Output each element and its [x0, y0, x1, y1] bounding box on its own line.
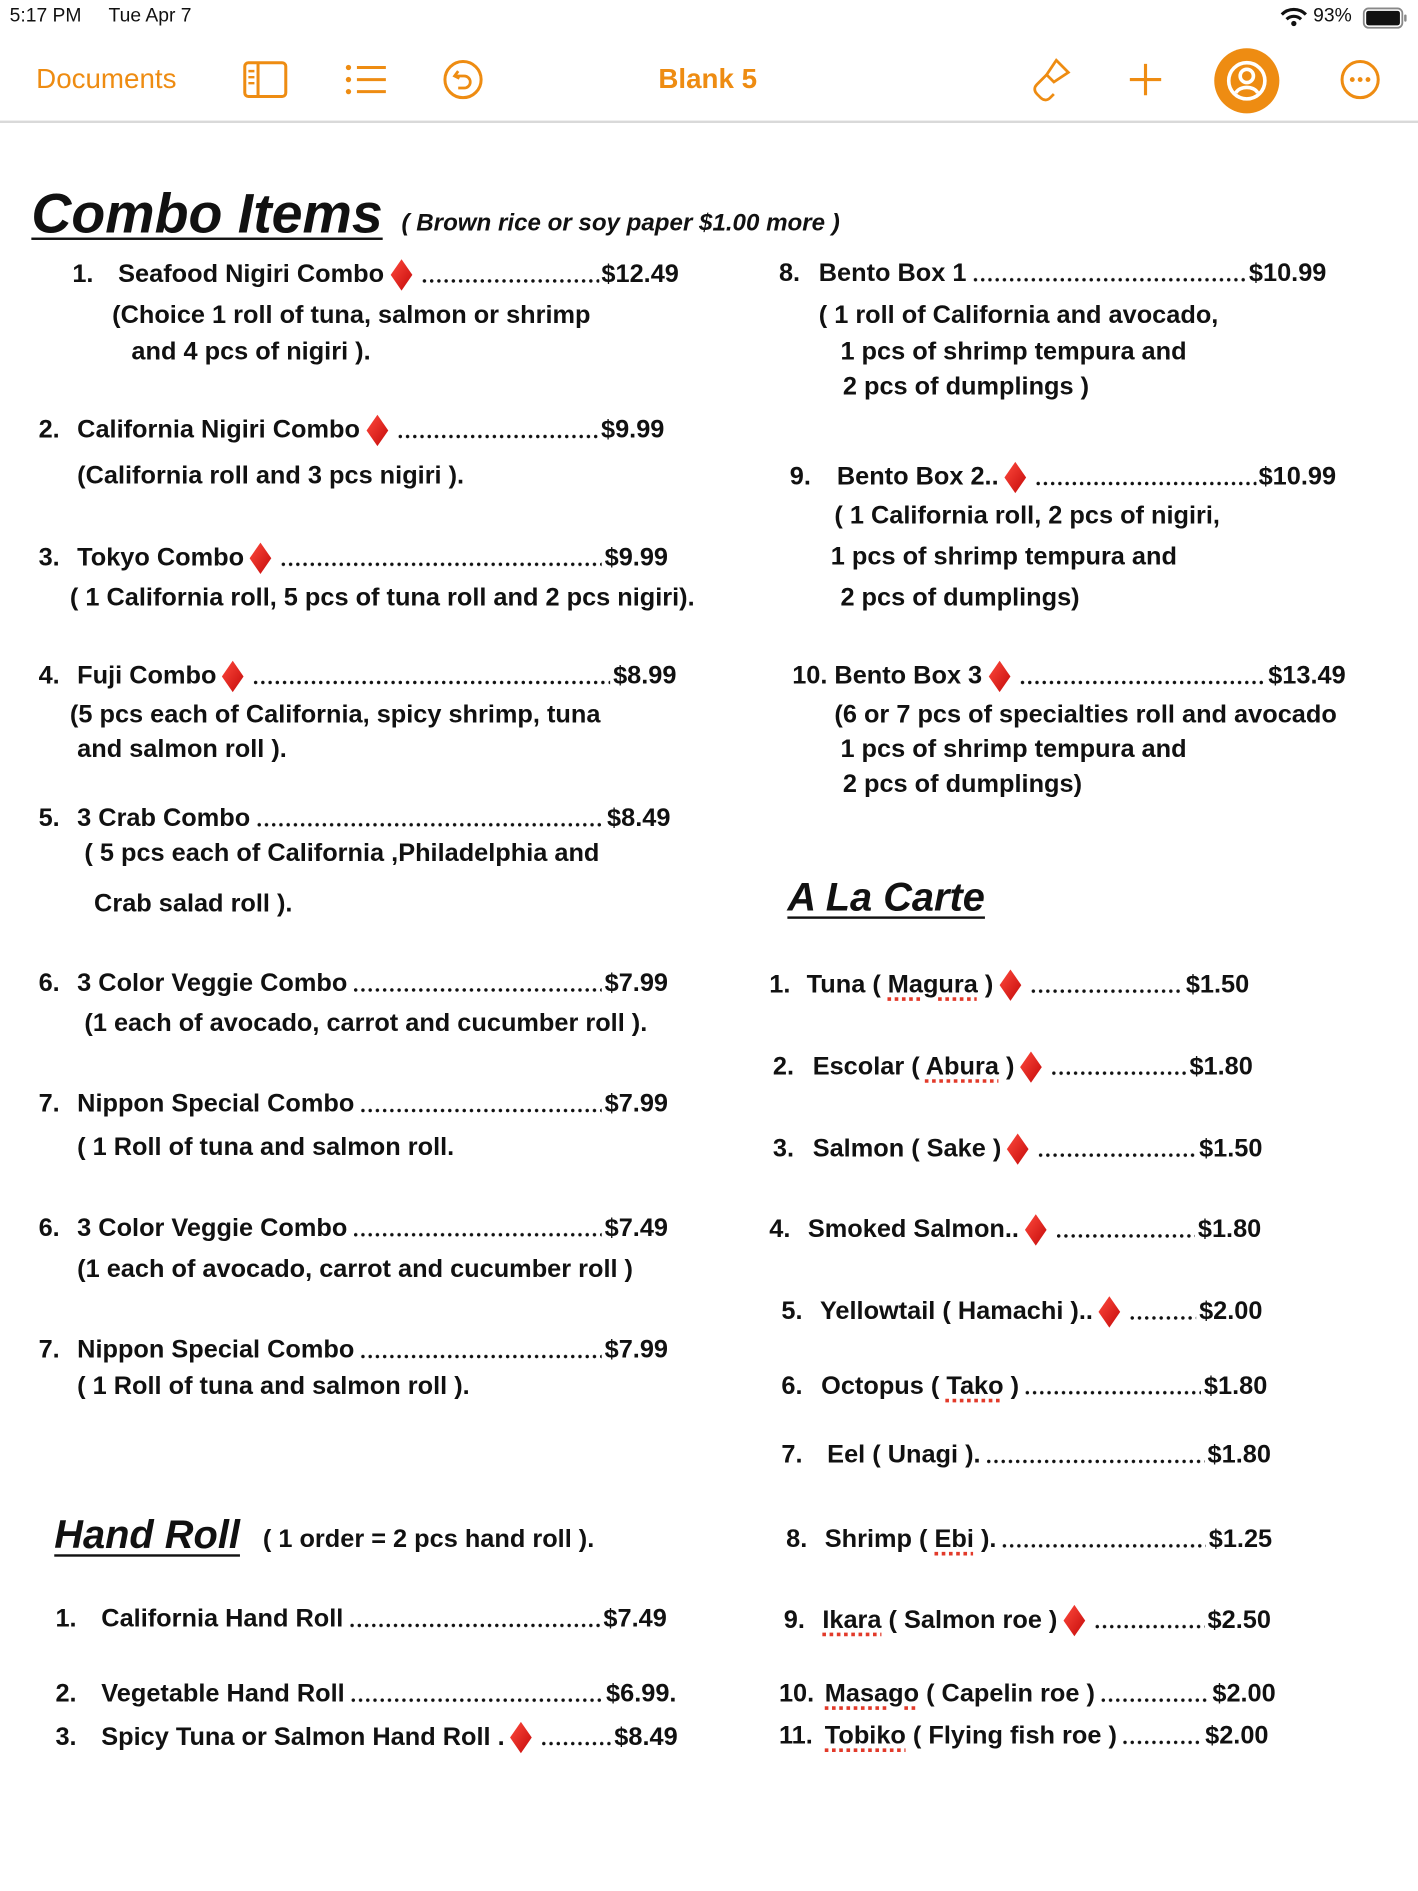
red-diamond-icon — [1062, 1604, 1086, 1638]
combo-item — [39, 803, 671, 834]
item-name: Nippon Special Combo — [77, 1336, 355, 1364]
item-name: Spicy Tuna or Salmon Hand Roll . — [101, 1723, 505, 1751]
combo-item-description: ( 1 Roll of tuna and salmon roll ). — [77, 1372, 470, 1400]
item-number: 7. — [38, 1336, 60, 1364]
combo-item-description: ( 1 roll of California and avocado, — [818, 301, 1219, 330]
dot-leader — [1035, 481, 1256, 486]
item-price: $1.80 — [1189, 1052, 1253, 1081]
documents-button[interactable]: Documents — [36, 62, 177, 95]
red-diamond-icon — [389, 258, 413, 292]
item-number: 10. — [778, 1679, 815, 1708]
item-name: Octopus ( Tako ) — [821, 1372, 1020, 1400]
a-la-carte-item — [786, 1524, 1272, 1555]
dot-leader — [1129, 1316, 1197, 1321]
item-price: $8.49 — [614, 1723, 678, 1751]
combo-item — [790, 461, 1336, 495]
item-number: 10. — [792, 661, 828, 690]
a-la-carte-item — [773, 1050, 1253, 1084]
dot-leader — [1100, 1698, 1210, 1703]
item-price: $8.99 — [613, 661, 677, 690]
status-date: Tue Apr 7 — [108, 6, 192, 27]
item-name: Bento Box 1 — [818, 259, 967, 287]
combo-item — [39, 414, 665, 448]
red-diamond-icon — [221, 660, 245, 694]
collaborate-icon[interactable] — [1213, 47, 1281, 115]
dot-leader — [1094, 1624, 1206, 1629]
hand-roll-item — [55, 1678, 676, 1709]
red-diamond-icon — [365, 414, 389, 448]
item-number: 7. — [781, 1440, 803, 1469]
item-price: $7.99 — [604, 1336, 669, 1364]
spellcheck-flagged-word[interactable]: Masago — [824, 1679, 920, 1708]
item-name: Bento Box 2.. — [836, 463, 999, 491]
combo-item-description: (5 pcs each of California, spicy shrimp, tuna — [69, 700, 601, 729]
red-diamond-icon — [998, 968, 1022, 1002]
item-number: 9. — [783, 1606, 805, 1634]
a-la-carte-item — [769, 968, 1249, 1002]
item-name: Tokyo Combo — [77, 543, 245, 572]
combo-item-description: (Choice 1 roll of tuna, salmon or shrimp — [112, 301, 591, 330]
red-diamond-icon — [1019, 1050, 1043, 1084]
combo-item-description: ( 5 pcs each of California ,Philadelphia and — [84, 839, 600, 867]
item-number: 3. — [55, 1723, 77, 1751]
item-price: $8.49 — [607, 804, 671, 833]
combo-item-description: ( 1 Roll of tuna and salmon roll. — [77, 1133, 455, 1162]
item-name: Vegetable Hand Roll — [101, 1679, 345, 1708]
item-price: $10.99 — [1248, 259, 1327, 287]
combo-item — [39, 660, 677, 694]
item-name: 3 Color Veggie Combo — [77, 1214, 348, 1242]
item-name: Escolar ( Abura ) — [812, 1052, 1015, 1081]
hand-roll-item — [55, 1721, 677, 1755]
item-price: $2.00 — [1205, 1721, 1269, 1750]
a-la-carte-item — [773, 1132, 1263, 1166]
item-number: 6. — [38, 1214, 60, 1242]
a-la-carte-item — [781, 1295, 1262, 1329]
item-number: 1. — [72, 260, 94, 289]
red-diamond-icon — [249, 541, 273, 575]
combo-item-description: and 4 pcs of nigiri ). — [131, 337, 371, 366]
item-number: 5. — [781, 1297, 803, 1326]
item-price: $7.49 — [604, 1214, 669, 1242]
dot-leader — [1029, 989, 1183, 994]
item-price: $7.49 — [603, 1604, 667, 1633]
item-number: 1. — [55, 1604, 77, 1633]
item-number: 2. — [55, 1679, 77, 1708]
item-price: $2.00 — [1199, 1297, 1263, 1326]
item-name: Salmon ( Sake ) — [812, 1134, 1002, 1163]
red-diamond-icon — [509, 1721, 533, 1755]
red-diamond-icon — [1006, 1132, 1030, 1166]
battery-icon — [1363, 7, 1409, 29]
dot-leader — [1122, 1740, 1203, 1745]
toolbar-divider — [0, 121, 1418, 123]
dot-leader — [420, 279, 599, 284]
dot-leader — [971, 277, 1246, 282]
item-number: 7. — [38, 1090, 60, 1118]
undo-icon[interactable] — [443, 59, 484, 100]
red-diamond-icon — [1024, 1213, 1048, 1247]
item-price: $1.50 — [1185, 970, 1250, 999]
item-name: 3 Crab Combo — [77, 804, 251, 833]
a-la-carte-item — [784, 1604, 1271, 1638]
item-price: $1.80 — [1207, 1440, 1271, 1469]
item-name: Tobiko ( Flying fish roe ) — [824, 1721, 1117, 1750]
combo-item-description: 2 pcs of dumplings) — [840, 583, 1080, 612]
item-name: Smoked Salmon.. — [807, 1215, 1019, 1244]
red-diamond-icon — [987, 660, 1011, 694]
item-number: 4. — [38, 661, 60, 690]
dot-leader — [1051, 1071, 1187, 1076]
dot-leader — [541, 1741, 612, 1746]
item-price: $13.49 — [1268, 661, 1346, 690]
item-price: $2.00 — [1212, 1679, 1276, 1708]
combo-item-description: Crab salad roll ). — [94, 889, 293, 918]
combo-item-description: (1 each of avocado, carrot and cucumber roll ) — [77, 1255, 634, 1283]
combo-item-description: ( 1 California roll, 2 pcs of nigiri, — [834, 501, 1220, 530]
item-number: 4. — [769, 1215, 791, 1244]
combo-item-description: (6 or 7 pcs of specialties roll and avocado — [834, 700, 1337, 729]
item-number: 3. — [772, 1134, 795, 1163]
status-time: 5:17 PM — [9, 6, 82, 27]
combo-item-description: (California roll and 3 pcs nigiri ). — [77, 461, 465, 490]
item-name: Shrimp ( Ebi ). — [824, 1525, 997, 1554]
item-number: 6. — [38, 969, 60, 998]
sidebar-icon[interactable] — [242, 60, 288, 99]
a-la-carte-item — [779, 1721, 1269, 1752]
dot-leader — [352, 988, 602, 993]
dot-leader — [1018, 680, 1265, 685]
dot-leader — [359, 1354, 602, 1359]
spellcheck-flagged-word[interactable]: Abura — [925, 1052, 999, 1081]
hand-roll-item — [55, 1604, 666, 1635]
item-number: 6. — [781, 1372, 803, 1400]
combo-item-description: and salmon roll ). — [77, 735, 287, 764]
item-name: Nippon Special Combo — [77, 1090, 355, 1118]
dot-leader — [1001, 1543, 1206, 1548]
combo-item — [39, 1335, 668, 1366]
spellcheck-flagged-word[interactable]: Tako — [946, 1372, 1004, 1400]
item-number: 2. — [38, 416, 60, 444]
spellcheck-flagged-word[interactable]: Magura — [887, 970, 978, 999]
wifi-icon — [1281, 7, 1308, 26]
combo-item — [779, 258, 1326, 289]
item-name: California Nigiri Combo — [77, 416, 360, 444]
combo-item-description: 1 pcs of shrimp tempura and — [840, 337, 1187, 366]
item-name: Masago ( Capelin roe ) — [824, 1679, 1095, 1708]
item-price: $9.99 — [604, 543, 669, 572]
item-price: $2.50 — [1207, 1606, 1271, 1634]
dot-leader — [359, 1108, 602, 1113]
combo-heading: Combo Items — [31, 182, 383, 245]
item-price: $6.99. — [606, 1679, 677, 1708]
a-la-carte-item — [781, 1440, 1271, 1471]
combo-item-description: (1 each of avocado, carrot and cucumber roll ). — [84, 1009, 648, 1037]
combo-subtitle: ( Brown rice or soy paper $1.00 more ) — [401, 209, 840, 237]
a-la-carte-item — [779, 1678, 1276, 1709]
item-price: $1.80 — [1203, 1372, 1268, 1400]
spellcheck-flagged-word[interactable]: Ebi — [934, 1525, 974, 1554]
item-number: 1. — [769, 970, 791, 999]
item-number: 8. — [778, 259, 801, 287]
item-number: 5. — [38, 804, 60, 833]
combo-item-description: ( 1 California roll, 5 pcs of tuna roll and 2 pcs nigiri). — [69, 583, 695, 612]
item-price: $1.80 — [1197, 1215, 1262, 1244]
item-price: $1.50 — [1199, 1134, 1263, 1163]
plus-icon[interactable] — [1129, 63, 1163, 97]
hand-roll-heading: Hand Roll — [54, 1512, 240, 1557]
list-icon[interactable] — [345, 63, 388, 97]
dot-leader — [350, 1698, 604, 1703]
item-name: Ikara ( Salmon roe ) — [822, 1606, 1058, 1634]
battery-percent: 93% — [1313, 6, 1352, 27]
dot-leader — [1055, 1234, 1195, 1239]
a-la-carte-item — [781, 1371, 1267, 1402]
item-name: Tuna ( Magura ) — [806, 970, 994, 999]
item-name: Fuji Combo — [77, 661, 217, 690]
red-diamond-icon — [1003, 461, 1027, 495]
combo-item — [39, 541, 668, 575]
item-name: Eel ( Unagi ). — [827, 1440, 981, 1469]
combo-item-description: 1 pcs of shrimp tempura and — [840, 735, 1187, 764]
dot-leader — [255, 822, 605, 827]
dot-leader — [1037, 1153, 1196, 1158]
item-number: 11. — [778, 1721, 813, 1750]
paintbrush-icon[interactable] — [1027, 55, 1073, 103]
dot-leader — [1024, 1390, 1202, 1395]
item-name: 3 Color Veggie Combo — [77, 969, 348, 998]
combo-item-description: 1 pcs of shrimp tempura and — [830, 542, 1177, 571]
dot-leader — [352, 1232, 602, 1237]
item-number: 2. — [772, 1052, 795, 1081]
dot-leader — [396, 434, 598, 439]
dot-leader — [253, 680, 611, 685]
combo-item — [39, 968, 668, 999]
combo-item-description: 2 pcs of dumplings ) — [842, 372, 1090, 401]
a-la-carte-item — [769, 1213, 1261, 1247]
more-icon[interactable] — [1340, 59, 1381, 100]
item-price: $7.99 — [604, 969, 669, 998]
spellcheck-flagged-word[interactable]: Tobiko — [824, 1721, 906, 1750]
item-number: 3. — [38, 543, 60, 572]
combo-item-description: 2 pcs of dumplings) — [842, 770, 1083, 799]
item-name: Bento Box 3 — [834, 661, 983, 690]
red-diamond-icon — [1098, 1295, 1122, 1329]
item-name: California Hand Roll — [101, 1604, 344, 1633]
item-number: 9. — [789, 463, 811, 491]
document-title: Blank 5 — [658, 62, 758, 95]
dot-leader — [280, 562, 602, 567]
item-number: 8. — [786, 1525, 808, 1554]
item-name: Seafood Nigiri Combo — [118, 260, 385, 289]
item-price: $10.99 — [1258, 463, 1337, 491]
dot-leader — [348, 1623, 601, 1628]
combo-item — [39, 1213, 668, 1244]
a-la-carte-heading: A La Carte — [787, 874, 985, 919]
combo-item — [72, 258, 679, 292]
combo-item — [792, 660, 1345, 694]
item-price: $7.99 — [604, 1090, 669, 1118]
item-price: $12.49 — [601, 260, 679, 289]
item-price: $1.25 — [1208, 1525, 1273, 1554]
item-price: $9.99 — [601, 416, 665, 444]
hand-roll-subtitle: ( 1 order = 2 pcs hand roll ). — [262, 1525, 595, 1554]
dot-leader — [985, 1459, 1205, 1464]
combo-item — [39, 1089, 668, 1120]
spellcheck-flagged-word[interactable]: Ikara — [822, 1606, 882, 1634]
item-name: Yellowtail ( Hamachi ).. — [819, 1297, 1093, 1326]
